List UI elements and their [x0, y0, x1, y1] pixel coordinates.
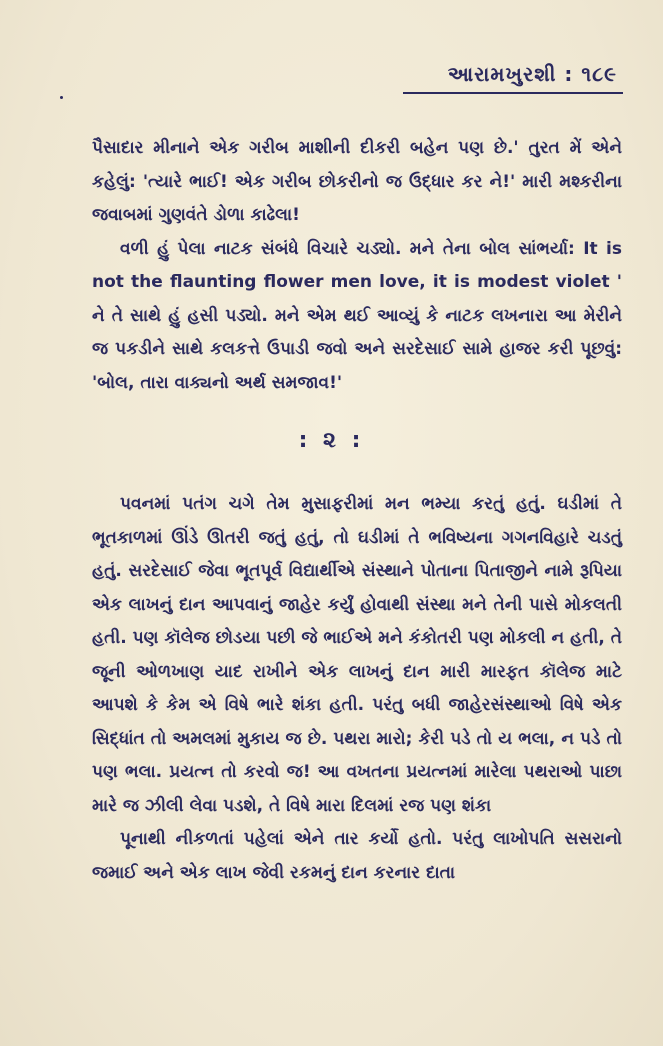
section-1-text — [92, 132, 622, 400]
section-marker: : ૨ : — [298, 428, 365, 453]
paragraph: પૂનાથી નીકળતાં પહેલાં એને તાર કર્યો હતો. પરંતુ લાખોપતિ સસરાનો જમાઈ અને એક લાખ જેવી રકમનું દાન કરનાર દાતા — [92, 829, 622, 883]
paragraph: પવનમાં પતંગ ચગે તેમ મુસાફરીમાં મન ભમ્યા કરતું હતું. ઘડીમાં તે ભૂતકાળમાં ઊંડે ઊતરી જતું હતું, તો ઘડીમાં તે ભવિષ્યના ગગનવિહારે ચડતું હતું. સરદેસાઈ જેવા ભૂતપૂર્વ વિદ્યાર્થીએ સંસ્થાને પોતાના પિતાજીને નામે રૂપિયા એક લાખનું દાન આપવાનું જાહેર કર્યું હોવાથી સંસ્થા મને તેની પાસે મોકલતી હતી. પણ કૉલેજ છોડયા પછી જે ભાઈએ મને કંકોતરી પણ મોકલી ન હતી, તે જૂની ઓળખાણ યાદ રાખીને એક લાખનું દાન મારી મારફત કૉલેજ માટે આપશે કે કેમ એ વિષે ભારે શંકા હતી. પરંતુ બધી જાહેરસંસ્થાઓ વિષે એક સિદ્ધાંત તો અમલમાં મુકાય જ છે. પથરા મારો; કેરી પડે તો ય ભલા, ન પડે તો પણ ભલા. પ્રયત્ન તો કરવો જ! આ વખતના પ્રયત્નમાં મારેલા પથરાઓ પાછા મારે જ ઝીલી લેવા પડશે, તે વિષે મારા દિલમાં રજ પણ શંકા — [92, 494, 622, 816]
paragraph: વળી હું પેલા નાટક સંબંધે વિચારે ચડ્યો. મને તેના બોલ સાંભર્યા: It is not the flaunting flower men love, it is modest violet ' ને તે સાથે હું હસી પડ્યો. મને એમ થઈ આવ્યું કે નાટક લખનારા આ મેરીને જ પકડીને સાથે કલકત્તે ઉપાડી જવો અને સરદેસાઈ સામે હાજર કરી પૂછવું: 'બોલ, તારા વાક્યનો અર્થ સમજાવ!' — [92, 238, 622, 393]
header-rule — [403, 92, 623, 94]
ink-speck — [60, 96, 63, 99]
paragraph: પૈસાદાર મીનાને એક ગરીબ માશીની દીકરી બહેન પણ છે.' તુરત મેં એને કહેલું: 'ત્યારે ભાઈ! એક ગરીબ છોકરીનો જ ઉદ્ધાર કર ને!' મારી મશ્કરીના જવાબમાં ગુણવંતે ડોળા કાઢેલા! — [92, 138, 622, 225]
running-header: આરામખુરશી : ૧૮૯ — [447, 62, 617, 86]
section-2-text — [92, 488, 622, 890]
